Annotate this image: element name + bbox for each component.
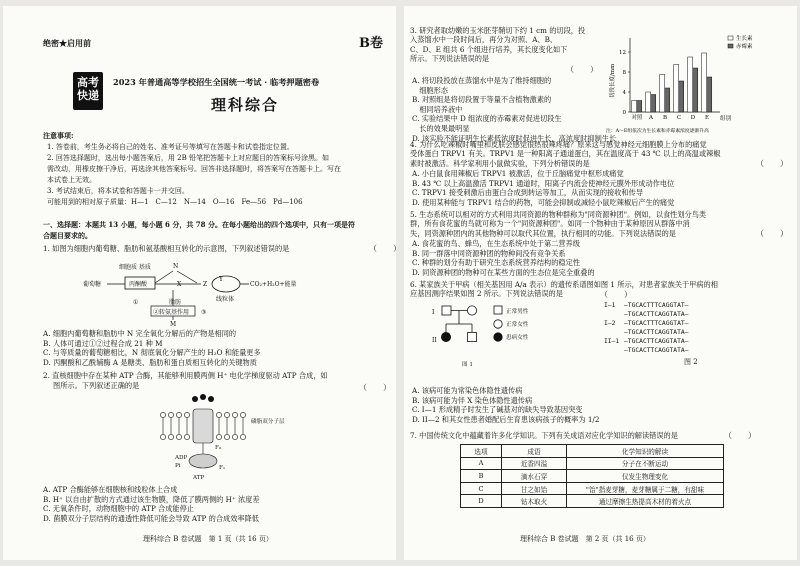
q1-transamination-label: ②转氨基作用 [153,309,190,316]
q4-options [412,169,674,207]
q5-options [412,239,595,277]
legend-affected-female: 患病女性 [506,335,529,341]
seq-row: —TGCACTTCAGGTATA— [624,329,689,336]
q3-bar-gibberellin [651,95,656,113]
table-header-cell: 化学知识的解读 [567,445,724,458]
q1-glucose-label: 葡萄糖 [83,281,102,288]
secret-label: 绝密★启用前 [43,38,91,48]
q2-option-d[interactable]: D. 菌膜双分子层结构的通透性降低可能会导致 ATP 的合成效率降低 [43,513,259,523]
q4-option-a[interactable]: A. 小白鼠食用辣椒后 TRPV1 被激活，位于丘脑痛觉中枢形成痛觉 [412,169,624,178]
q7-stem: 7. 中国传统文化中蕴藏着许多化学知识。下列有关成语对应化学知识的解读错误的是 [410,431,678,440]
q3-chart-ylabel: 切段长度/mm [610,63,616,98]
q3-x-tick-label: A [649,115,653,121]
q3-chart-xlabel: 组别 [720,116,732,122]
subject-title: 理科综合 [211,96,280,114]
q1-options [43,329,261,367]
q4-option-d[interactable]: D. 使用某种能与 TRPV1 结合的药物，可能会抑制或减轻小鼠吃辣椒后产生的痛觉 [412,197,675,207]
q3-bar-chart [600,28,796,136]
q5-option-d[interactable]: D. 同资源种团的物种可在某些方面的生态位是完全重叠的 [412,267,595,277]
notes-title: 注意事项: [43,131,74,140]
q1-z-label: Z [203,281,208,288]
pedigree-i2-female [467,306,476,315]
q3-y-tick-label: 12 [619,50,626,56]
q6-option-b[interactable]: B. 该病可能为伴 X 染色体隐性遗传病 [412,395,533,405]
q2-f0-label: F₀ [215,445,222,451]
section-heading: 一、选择题：本题共 13 小题，每小题 6 分，共 78 分。在每小题给出的四个选项中，只有一项是符 [43,220,355,229]
seq-row: —TGCACTTCAGGTATA— [624,347,689,354]
q3-y-tick-label: 4 [622,90,626,96]
volume-label: B卷 [359,36,383,51]
legend-normal-male-symbol [494,306,502,314]
q1-stem: 1. 如图为细胞内葡萄糖、脂肪和氨基酸相互转化的示意图，下列叙述错误的是 [43,244,290,253]
q1-y-label: Y [219,276,223,283]
q2-atp-synthase-diagram [153,393,293,481]
q5-option-a[interactable]: A. 食花蜜的鸟、蜂鸟，在生态系统中处于第二营养级 [412,239,580,248]
q3-x-tick-label: C [676,115,682,121]
table-header-cell: 成语 [502,445,567,458]
q3-x-tick-label: D [690,115,696,121]
q6-option-d[interactable]: D. II—2 和其女性患者婚配后生育患该病孩子的概率为 1/2 [412,414,600,424]
q3-bar-gibberellin [693,68,698,112]
q3-bar-gibberellin [679,81,684,112]
q3-option-b[interactable]: B. 对照组是将切段置于等量不含植物激素的 [412,95,552,105]
seq-row: I—2 —TGCACTTTCAGGTAT— [604,320,689,327]
q2-option-a[interactable]: A. ATP 合酶能够在细胞核和线粒体上合成 [43,485,178,494]
notes-list: 1. 答卷前，考生务必将自己的姓名、准考证号等填写在答题卡和试卷指定位置。 2. 回答选择题时，选出每小题答案后，用 2B 铅笔把答题卡上对应题目的答案标号涂黑。如 需改动，用橡皮擦干净后，再选涂其他答案标号。回答非选择题时，将答案写在答题卡上。写在 本试卷上无效。 3. 考试结束后，将本试卷和答题卡一并交回。 可能用到的相对原子质量：H—1 C—12 N—14 O—16 Fe—56 Pd—106 [47,143,387,207]
q7-idiom-table [460,444,724,508]
q2-bilayer-label: 磷脂双分子层 [251,419,285,425]
table-row[interactable]: C 甘之如饴 "饴"指麦芽糖，麦芽糖属于二糖，有甜味 [461,482,724,495]
q6-options [412,386,599,424]
q2-pi-label: Pi [175,463,181,469]
table-header-cell: 选项 [461,445,502,458]
q3-stem: 3. 研究者取幼嫩的玉米胚芽鞘切下约 1 cm 的切段，投 入蒸馏水中一段时间后，再分为对照、A、B、 C、D、E 组共 6 个组进行培养，其长度变化如下 所示。下列说法错误的是 [410,26,586,64]
q1-mito-label: 线粒体 [216,296,235,303]
pedigree-gen-ii: II [432,337,437,344]
q3-x-tick-label: E [704,115,710,121]
q2-option-b[interactable]: B. H⁺ 以自由扩散的方式通过该生物膜，降低了膜两侧的 H⁺ 浓度差 [43,494,260,504]
q1-cytosol-label: 细胞质 基质 [119,264,151,271]
pedigree-ii2-male [468,333,477,342]
table-header-row [461,445,724,458]
q5-option-c[interactable]: C. 种群的划分有助于研究生态系统营养结构的稳定性 [412,258,580,268]
q3-bar-gibberellin [665,88,670,112]
pedigree-ii1-affected [441,332,450,341]
atomic-masses: 可能用到的相对原子质量：H—1 C—12 N—14 O—16 Fe—56 Pd—106 [47,198,303,206]
left-footer: 理科综合 B 卷试题 第 1 页（共 16 页） [143,535,273,543]
q1-products-label: CO₂+H₂O+能量 [250,281,297,288]
q6-sequence-figure2 [604,301,698,367]
q3-bar-gibberellin [637,101,642,113]
q2-option-c[interactable]: C. 无氧条件时，动物细胞中的 ATP 合成能停止 [43,504,194,514]
q1-option-c[interactable]: C. 与等质量的葡萄糖相比，N 彻底氧化分解产生的 H₂O 和能量更多 [43,348,261,358]
q1-option-a[interactable]: A. 细胞内葡萄糖和脂肪中 N 完全氧化分解后的产物是相同的 [43,329,237,338]
legend-normal-male: 正常男性 [506,309,529,315]
q5-stem: 5. 生态系统可以相对的方式利用共同资源的物种群称为"同资源种团"。例如，以食性划分鸟类 群，所有食花蜜的鸟就可称为一个"同资源种团"。如同一个物种由于某种原因从群落中消 失，同资源种团内的其他物种可以取代其位置，执行相同的功能。下列说法错误的是 [410,210,707,238]
q3-legend-swatch-auxin [728,36,733,40]
q1-pyruvate-label: 丙酮酸 [129,281,148,288]
q3-bar-auxin [660,75,665,113]
q5-option-b[interactable]: B. 同一群落中同资源种团的物种间没有竞争关系 [412,248,566,258]
q1-fat-label: 脂肪 [169,299,182,306]
table-row[interactable]: A 近香四溢 分子在不断运动 [461,457,724,470]
q3-x-tick-label: B [662,115,668,121]
table-row[interactable]: B 滴水石穿 仅发生物理变化 [461,470,724,483]
q6-option-a[interactable]: A. 该病可能为常染色体隐性遗传病 [412,386,523,395]
q3-legend-swatch-gibberellin [728,44,733,48]
q1-step3-label: ③ [201,309,207,316]
q3-legend-gibberellin: 赤霉素 [736,44,753,50]
pedigree-gen-i: I [432,309,435,316]
q3-bar-gibberellin [707,77,712,112]
q1-option-d[interactable]: D. 丙酮酸和乙酰辅酶 A 是糖类、脂肪和蛋白质相互转化的关键物质 [43,357,257,367]
pedigree-i1-male [442,306,451,315]
q3-y-tick-label: 8 [622,70,626,76]
q3-legend-auxin: 生长素 [736,36,753,42]
q2-options [43,485,260,523]
q1-metabolism-diagram [81,256,301,326]
left-page: 绝密★启用前 B卷 高考 快递 2023 年普通高等学校招生全国统一考试 · 临考押题密卷 理科综合 注意事项: 1. 答卷前，考生务必将自己的姓名、准考证号等填写在答题卡和试卷指定位置。 2. 回答选择题时，选出每小题答案后，用 2B 铅笔把答题卡上对应题目的答案标号涂黑。如 需改动，用橡皮擦干净后，再选涂其他答案标号。回答非选择题时，将答案写在答题卡上。写在 本试卷上无效。 3. 考试结束后，将本试卷和答题卡一并交回。 可能用到的相对原子质量：H—1 C—12 N—14 O—16 Fe—56 Pd—106 一、选择题：本题共 13 小题，每小题 6 分，共 78 分。在每小题给出的四个选项中，只有一项是符 合题目要求的。 1. 如图为细胞内葡萄糖、脂肪和氨基酸相互转化的示意图，下列叙述错误的是 （ ） 葡萄糖 丙酮酸 细胞质 基质 N X Z Y 线粒体 CO₂+H₂O+能量 ① 脂肪 ②转氨基作用 ③ M A. 细胞内葡萄糖和脂肪中 N 完全氧化分解后的产物是相同的 B. 人体可通过①②过程合成 21 种 M C. 与等质量的葡萄糖相比，N 彻底氧化分解产生的 H₂O 和能量更多 D. 丙酮酸和乙酰辅酶 A 是糖类、脂肪和蛋白质相互转化的关键物质 2. 直核细胞中存在某种 ATP 合酶，其能够利用膜两侧 H⁺ 电化学梯度驱动 ATP 合成，如 图所示。下列叙述正确的是 （ ） 磷脂双分子层 F₀ F₁ ADP Pi ATP A. ATP 合酶能够在细胞核和线粒体上合成 B. H⁺ 以自由扩散的方式通过该生物膜，降低了膜两侧的 H⁺ 浓度差 C. 无氧条件时，动物细胞中的 ATP 合成能停止 D. 菌膜双分子层结构的通透性降低可能会导致 ATP 的合成效率降低 理科综合 B 卷试题 第 1 页（共 16 页） [3,6,396,560]
q2-stem: 2. 直核细胞中存在某种 ATP 合酶，其能够利用膜两侧 H⁺ 电化学梯度驱动 ATP 合成，如 [43,371,328,380]
right-page: 3. 研究者取幼嫩的玉米胚芽鞘切下约 1 cm 的切段，投 入蒸馏水中一段时间后，再分为对照、A、B、 C、D、E 组共 6 个组进行培养，其长度变化如下 所示。下列说法错误的是 （ ） A. 将切段投放在蒸馏水中是为了维持细胞的 细胞形态 B. 对照组是将切段置于等量不含植物激素的 相同培养液中 C. 实验结果中 D 组浓度的赤霉素对促进切段生 长的效果最明显 D. 该实验不能证明生长素低浓度时促进生长，高浓度时抑制生长 切段长度/mm 0 4 8 12 对照 A B C D E 生长素 赤霉素 组别 注：A～E组依次为生长素和赤霉素浓度逐渐升高 4. 为什么吃辣椒时嘴里和皮肤会感觉很热很辣疼痛？原来这与感觉神经元细胞膜上分布的痛觉 受体蛋白 TRPV1 有关。TRPV1 是一种阳离子通道蛋白，其在温度高于 43 ℃ 以上的高温或辣椒 素时被激活。科学家利用小鼠做实验，下列分析错误的是 （ ） A. 小白鼠食用辣椒后 TRPV1 被激活，位于丘脑痛觉中枢形成痛觉 B. 43 ℃ 以上高温激活 TRPV1 通道时，阳离子内流会使神经元膜外形成动作电位 C. TRPV1 接受刺激后由蛋白合成到转运等加工，从而实现的接收和传导 D. 使用某种能与 TRPV1 结合的药物，可能会抑制或减轻小鼠吃辣椒后产生的痛觉 5. 生态系统可以相对的方式利用共同资源的物种群称为"同资源种团"。例如，以食性划分鸟类 群，所有食花蜜的鸟就可称为一个"同资源种团"。如同一个物种由于某种原因从群落中消 失，同资源种团内的其他物种可以取代其位置，执行相同的功能。下列说法错误的是 （ ） A. 食花蜜的鸟、蜂鸟，在生态系统中处于第二营养级 B. 同一群落中同资源种团的物种间没有竞争关系 C. 种群的划分有助于研究生态系统营养结构的稳定性 D. 同资源种团的物种可在某些方面的生态位是完全重叠的 6. 某家族关于甲病（相关基因用 A/a 表示）的遗传系谱图如图 1 所示，对患者家族关于甲病的相 应基因测序结果如图 2 所示。下列说法错误的是 （ ） I II 正常男性 正常女性 患病女性 图 1 I—1 —TGCACTTTCAGGTAT— —TGCACTTCAGGTATA— I—2 —TGCACTTTCAGGTAT— —TGCACTTCAGGTATA— II—1 —TGCACTTCAGGTATA— —TGCACTTCAGGTATA— 图 2 A. 该病可能为常染色体隐性遗传病 B. 该病可能为伴 X 染色体隐性遗传病 C. I—1 形成精子时发生了碱基对的缺失导致基因突变 D. II—2 和其女性患者婚配后生育患该病孩子的概率为 1/2 7. 中国传统文化中蕴藏着许多化学知识。下列有关成语对应化学知识的解读错误的是 （ ） 选项 成语 化学知识的解读 A 近香四溢 分子在不断运动 B 滴水石穿 仅发生物理变化 C 甘之如饴 "饴"指麦芽糖，麦芽糖属于二糖，有甜味 D 钻木取火 通过摩擦生热提高木材的着火点 理科综合 B 卷试题 第 2 页（共 16 页） [404,6,797,560]
q1-step1-label: ① [133,299,139,306]
q3-option-a[interactable]: A. 将切段投放在蒸馏水中是为了维持细胞的 [412,76,552,85]
q3-option-d[interactable]: D. 该实验不能证明生长素低浓度时促进生长，高浓度时抑制生长 [412,133,617,143]
legend-affected-female-symbol [494,333,502,341]
q2-f1-label: F₁ [219,465,226,471]
q2-atp-label: ATP [193,475,205,481]
q4-stem: 4. 为什么吃辣椒时嘴里和皮肤会感觉很热很辣疼痛？原来这与感觉神经元细胞膜上分布的痛觉 受体蛋白 TRPV1 有关。TRPV1 是一种阳离子通道蛋白，其在温度高于 43 ℃ 以上的高温或辣椒 素时被激活。科学家利用小鼠做实验，下列分析错误的是 [410,140,721,168]
q6-stem: 6. 某家族关于甲病（相关基因用 A/a 表示）的遗传系谱图如图 1 所示，对患者家族关于甲病的相 应基因测序结果如图 2 所示。下列说法错误的是 [410,280,718,299]
q3-options: A. 将切段投放在蒸馏水中是为了维持细胞的 细胞形态 B. 对照组是将切段置于等量不含植物激素的 相同培养液中 C. 实验结果中 D 组浓度的赤霉素对促进切段生 长的效果最明显 D. 该实验不能证明生长素低浓度时促进生长，高浓度时抑制生长 [412,76,617,143]
seq-row: II—1 —TGCACTTCAGGTATA— [604,338,689,345]
brand-logo: 高考 快递 [73,72,103,110]
seq-row: I—1 —TGCACTTTCAGGTAT— [604,302,689,309]
q3-bar-auxin [702,53,707,112]
q1-n-label: N [173,263,179,270]
q3-bar-auxin [646,92,651,112]
q3-chart-note: 注：A～E组依次为生长素和赤霉素浓度逐渐升高 [606,129,709,134]
legend-normal-female: 正常女性 [506,322,529,328]
exam-title: 2023 年普通高等学校招生全国统一考试 · 临考押题密卷 [113,77,320,87]
q3-y-tick-label: 0 [622,110,626,116]
legend-normal-female-symbol [494,320,502,328]
q6-figure1-caption: 图 1 [462,362,473,368]
q2-adp-label: ADP [175,455,188,461]
q3-x-tick-label: 对照 [631,115,643,121]
q6-figure2-caption: 图 2 [684,358,698,366]
right-footer: 理科综合 B 卷试题 第 2 页（共 16 页） [520,535,650,543]
q6-pedigree-figure1 [432,302,542,370]
q1-m-label: M [170,321,177,328]
q1-option-b[interactable]: B. 人体可通过①②过程合成 21 种 M [43,338,163,348]
q3-bar-auxin [674,65,679,113]
q6-option-c[interactable]: C. I—1 形成精子时发生了碱基对的缺失导致基因突变 [412,405,583,415]
q1-x-label: X [177,281,182,288]
q3-bar-auxin [688,57,693,112]
q3-bar-auxin [632,101,637,113]
seq-row: —TGCACTTCAGGTATA— [624,311,689,318]
q4-option-c[interactable]: C. TRPV1 接受刺激后由蛋白合成到转运等加工，从而实现的接收和传导 [412,188,643,198]
table-row[interactable]: D 钻木取火 通过摩擦生热提高木材的着火点 [461,495,724,508]
q4-option-b[interactable]: B. 43 ℃ 以上高温激活 TRPV1 通道时，阳离子内流会使神经元膜外形成动作电位 [412,178,675,188]
q3-option-c[interactable]: C. 实验结果中 D 组浓度的赤霉素对促进切段生 [412,114,562,124]
